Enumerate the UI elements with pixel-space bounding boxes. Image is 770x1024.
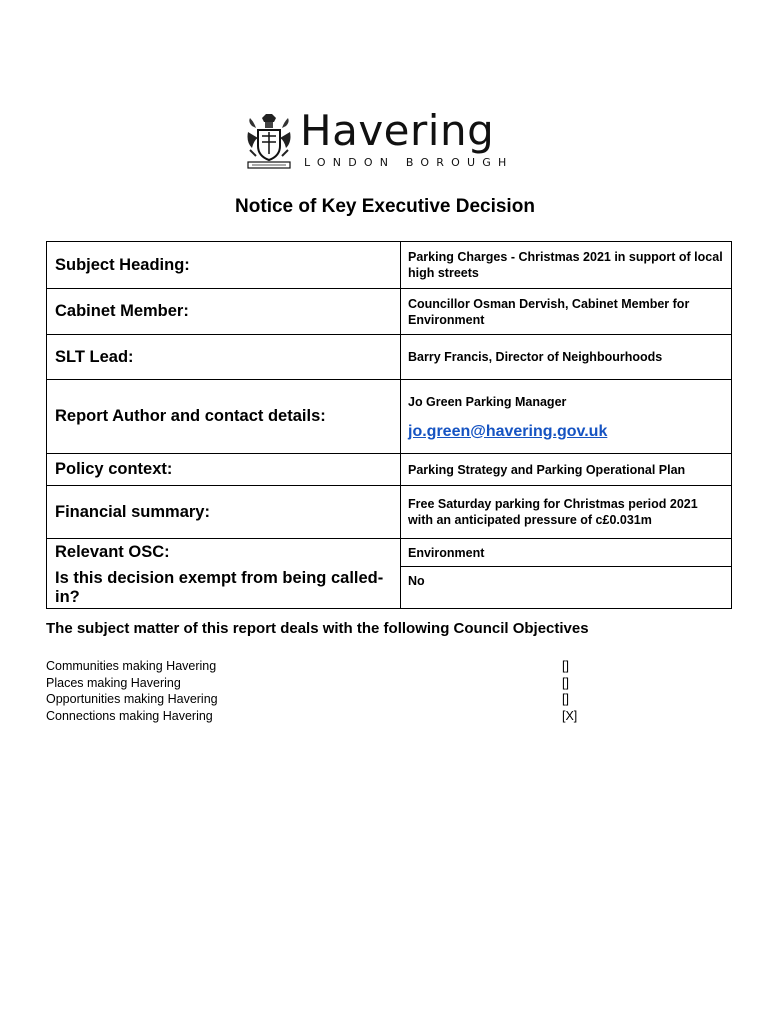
table-row-policy (47, 454, 732, 486)
subject-heading-value: Parking Charges - Christmas 2021 in support of local high streets (401, 242, 732, 289)
coat-of-arms-icon (244, 112, 294, 172)
report-author-cell (401, 380, 732, 454)
slt-lead-label: SLT Lead: (47, 335, 401, 380)
list-item (46, 676, 586, 693)
objective-checkbox: [] (562, 675, 569, 690)
objective-label: Places making Havering (46, 675, 181, 690)
report-author-value: Jo Green Parking Manager (408, 394, 567, 409)
list-item (46, 692, 586, 709)
list-item (46, 659, 586, 676)
objective-label: Opportunities making Havering (46, 692, 218, 706)
exempt-label: Is this decision exempt from being called-in? (47, 567, 401, 609)
objectives-heading: The subject matter of this report deals with the following Council Objectives (46, 620, 589, 637)
objective-checkbox: [X] (562, 708, 578, 723)
objective-label: Connections making Havering (46, 708, 213, 723)
logo-subtitle: LONDON BOROUGH (304, 156, 514, 169)
logo-wordmark: Havering (300, 106, 495, 155)
author-email-link[interactable]: jo.green@havering.gov.uk (408, 422, 608, 440)
table-row-financial (47, 486, 732, 539)
subject-heading-label: Subject Heading: (47, 242, 401, 289)
policy-context-label: Policy context: (47, 454, 401, 486)
list-item (46, 709, 586, 726)
page-title: Notice of Key Executive Decision (235, 196, 535, 217)
decision-table (46, 241, 732, 609)
objective-label: Communities making Havering (46, 659, 217, 673)
cabinet-member-label: Cabinet Member: (47, 289, 401, 335)
relevant-osc-label: Relevant OSC: (47, 539, 401, 567)
table-row-author (47, 380, 732, 454)
table-row-exempt (47, 567, 732, 609)
financial-summary-label: Financial summary: (47, 486, 401, 539)
objective-checkbox: [] (562, 692, 569, 706)
cabinet-member-value: Councillor Osman Dervish, Cabinet Member for Environment (401, 289, 732, 335)
objectives-list (46, 659, 586, 725)
policy-context-value: Parking Strategy and Parking Operational Plan (401, 454, 732, 486)
havering-logo (244, 106, 524, 176)
report-author-label: Report Author and contact details: (47, 380, 401, 454)
table-row-subject (47, 242, 732, 289)
financial-summary-value: Free Saturday parking for Christmas period 2021 with an anticipated pressure of c£0.031m (401, 486, 732, 539)
exempt-value: No (401, 567, 732, 609)
table-row-osc (47, 539, 732, 567)
relevant-osc-value: Environment (401, 539, 732, 567)
table-row-cabinet (47, 289, 732, 335)
table-row-slt (47, 335, 732, 380)
objective-checkbox: [] (562, 659, 569, 673)
slt-lead-value: Barry Francis, Director of Neighbourhoods (401, 335, 732, 380)
